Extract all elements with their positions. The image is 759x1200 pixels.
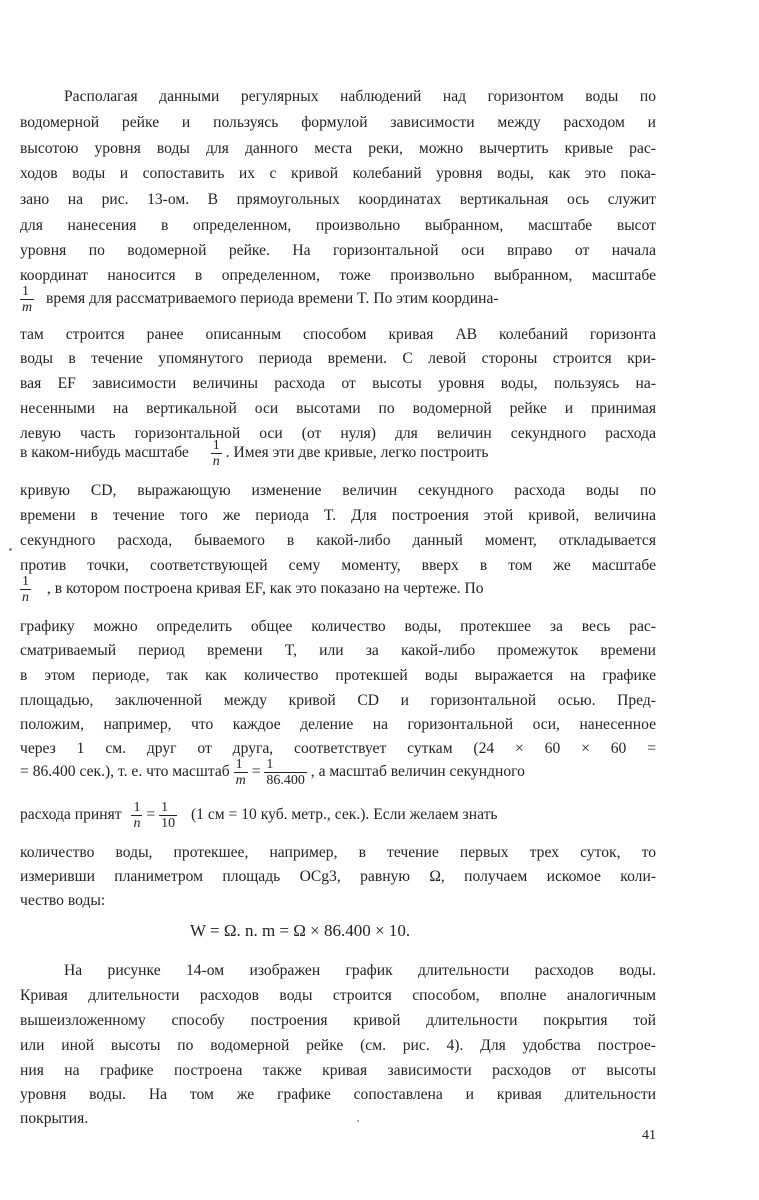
text-line: через 1 см. друг от друга, соответствует суткам (24 × 60 × 60 = — [20, 740, 656, 757]
text-line: измеривши планиметром площадь OCg3, равную Ω, получаем искомое коли- — [20, 868, 656, 885]
text-line: чество воды: — [20, 892, 106, 909]
formula: W = Ω. n. m = Ω × 86.400 × 10. — [190, 921, 411, 940]
fraction-1-over-86400: $\frac{1}{86.400}$ — [266, 756, 305, 788]
text-line-with-fraction — [20, 436, 656, 470]
scan-speck — [357, 1120, 359, 1122]
line-text: = 86.400 сек.), т. е. что масштаб — [20, 763, 230, 780]
text-line: против точки, соответствующей сему моменту, вверх в том же масштабе — [20, 557, 656, 574]
fraction-1-over-n: $\frac{1}{n}$ — [22, 573, 29, 605]
fraction-1-over-10: $\frac{1}{10}$ — [161, 799, 176, 831]
fraction-1-over-m: $\frac{1}{m}$ — [235, 756, 246, 788]
text-line: количество воды, протекшее, например, в течение первых трех суток, то — [20, 844, 656, 861]
fraction-1-over-n: $\frac{1}{n}$ — [212, 437, 220, 469]
text-line: ния на графике построена также кривая зависимости расходов от высоты — [20, 1062, 656, 1079]
text-line: высотою уровня воды для данного места реки, можно вычертить кривые рас- — [20, 140, 656, 157]
line-text: , в котором построена кривая EF, как это показано на чертеже. По — [46, 580, 484, 597]
line-text: . Имея эти две кривые, легко построить — [225, 444, 489, 461]
text-line: водомерной рейке и пользуясь формулой зависимости между расходом и — [20, 114, 656, 131]
text-line: графику можно определить общее количество воды, протекшее за весь рас- — [20, 618, 656, 635]
text-line: положим, например, что каждое деление на горизонтальной оси, нанесенное — [20, 716, 656, 733]
text-line: вая EF зависимости величины расхода от высоты уровня воды, пользуясь на- — [20, 375, 656, 392]
text-line: для нанесения в определенном, произвольно выбранном, масштабе высот — [20, 217, 656, 234]
fraction-1-over-m: $\frac{1}{m}$ — [22, 283, 33, 315]
text-line: зано на рис. 13-ом. В прямоугольных координатах вертикальная ось служит — [20, 191, 656, 208]
text-line: покрытия. — [20, 1110, 89, 1127]
text-line: уровня воды. На том же графике сопоставлена и кривая длительности — [20, 1086, 656, 1103]
text-line: в этом периоде, так как количество протекшей воды выражается на графике — [20, 667, 656, 684]
text-line: там строится ранее описанным способом кривая AB колебаний горизонта — [20, 326, 656, 343]
text-line: сматриваемый период времени T, или за какой-либо промежуток времени — [20, 642, 656, 659]
equals-sign: = — [251, 763, 261, 780]
text-line: Кривая длительности расходов воды строится способом, вполне аналогичным — [20, 987, 656, 1004]
line-text: , а масштаб величин секундного — [310, 763, 525, 780]
page-number: 41 — [642, 1128, 656, 1143]
text-line: Располагая данными регулярных наблюдений над горизонтом воды по — [64, 88, 656, 105]
text-line: секундного расхода, бываемого в какой-либо данный момент, откладывается — [20, 532, 656, 549]
equals-sign: = — [146, 806, 156, 823]
text-line: координат наносится в определенном, тоже произвольно выбранном, масштабе — [20, 267, 656, 284]
text-line: или иной высоты по водомерной рейке (см. рис. 4). Для удобства построе- — [20, 1037, 656, 1054]
text-line: ходов воды и сопоставить их с кривой колебаний уровня воды, как это пока- — [20, 165, 656, 182]
line-text: в каком-нибудь масштабе — [20, 444, 189, 461]
line-text: время для рассматриваемого периода времени T. По этим координа- — [46, 290, 499, 307]
scan-speck — [9, 548, 12, 551]
line-text: (1 см = 10 куб. метр., сек.). Если желаем знать — [190, 806, 498, 823]
text-line: уровня по водомерной рейке. На горизонтальной оси вправо от начала — [20, 242, 656, 259]
text-line: площадью, заключенной между кривой CD и горизонтальной осью. Пред- — [20, 692, 656, 709]
text-line: несенными на вертикальной оси высотами по водомерной рейке и принимая — [20, 400, 656, 417]
fraction-1-over-n: $\frac{1}{n}$ — [133, 799, 141, 831]
text-line: воды в течение упомянутого периода времени. С левой стороны строится кри- — [20, 350, 656, 367]
line-text: расхода принят — [20, 806, 122, 823]
text-line: левую часть горизонтальной оси (от нуля) для величин секундного расхода — [20, 425, 656, 442]
text-line-with-fraction — [20, 571, 656, 607]
text-line-with-fraction — [20, 796, 656, 834]
text-line-with-fraction — [20, 754, 656, 790]
text-line: На рисунке 14-ом изображен график длительности расходов воды. — [64, 962, 656, 979]
text-line: кривую CD, выражающую изменение величин секундного расхода воды по — [20, 482, 656, 499]
text-line: времени в течение того же периода T. Для построения этой кривой, величина — [20, 507, 656, 524]
text-line-with-fraction — [20, 282, 656, 316]
text-line: вышеизложенному способу построения кривой длительности покрытия той — [20, 1012, 656, 1029]
